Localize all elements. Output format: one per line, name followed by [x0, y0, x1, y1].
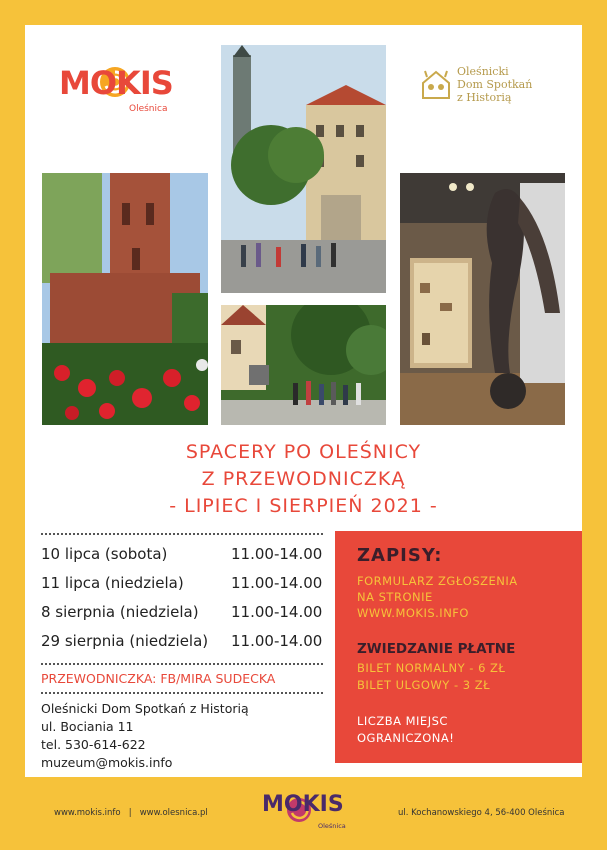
schedule-time: 11.00-14.00: [231, 545, 323, 563]
poster-sheet: [25, 25, 582, 777]
photo-brick-tower: [42, 173, 208, 425]
paid-tour-heading: ZWIEDZANIE PŁATNE: [357, 641, 516, 657]
ods-logo-text: Oleśnicki Dom Spotkań z Historią: [457, 65, 533, 104]
brick-tower-image: [42, 173, 208, 425]
venue-email: muzeum@mokis.info: [41, 755, 173, 770]
museum-angel-image: [400, 173, 565, 425]
divider-bottom: [41, 692, 323, 694]
divider-top: [41, 533, 323, 535]
guide-name: PRZEWODNICZKA: FB/MIRA SUDECKA: [41, 671, 276, 686]
limit-notice: OGRANICZONA!: [357, 731, 455, 745]
title-line-1: SPACERY PO OLEŚNICY: [185, 441, 422, 463]
photo-street-group: [221, 305, 386, 425]
ods-house-icon: [419, 67, 453, 101]
footer-address: ul. Kochanowskiego 4, 56-400 Oleśnica: [398, 808, 565, 818]
schedule-date: 8 sierpnia (niedziela): [41, 603, 199, 621]
castle-image: [221, 45, 386, 293]
registration-box: [335, 531, 582, 763]
registration-heading: ZAPISY:: [357, 545, 443, 566]
schedule-time: 11.00-14.00: [231, 603, 323, 621]
footer-links: www.mokis.info | www.olesnica.pl: [54, 808, 208, 818]
schedule-date: 10 lipca (sobota): [41, 545, 168, 563]
schedule-date: 29 sierpnia (niedziela): [41, 632, 209, 650]
mokis-logo-subtitle: Oleśnica: [129, 104, 168, 114]
schedule-date: 11 lipca (niedziela): [41, 574, 184, 592]
title-line-3: - LIPIEC I SIERPIEŃ 2021 -: [169, 495, 438, 517]
footer-mokis-logo: MOKIS: [262, 792, 344, 817]
footer-mokis-subtitle: Oleśnica: [318, 822, 346, 830]
photo-castle: [221, 45, 386, 293]
ticket-normal: BILET NORMALNY - 6 ZŁ: [357, 661, 506, 675]
registration-website: WWW.MOKIS.INFO: [357, 606, 469, 620]
schedule-time: 11.00-14.00: [231, 574, 323, 592]
title-line-2: Z PRZEWODNICZKĄ: [201, 468, 406, 490]
photo-museum-angel: [400, 173, 565, 425]
registration-form-line: NA STRONIE: [357, 590, 433, 604]
registration-form-line: FORMULARZ ZGŁOSZENIA: [357, 574, 518, 588]
venue-street: ul. Bociania 11: [41, 719, 134, 734]
schedule-time: 11.00-14.00: [231, 632, 323, 650]
street-group-image: [221, 305, 386, 425]
ticket-reduced: BILET ULGOWY - 3 ZŁ: [357, 678, 491, 692]
ods-logo: [419, 65, 569, 109]
limit-notice: LICZBA MIEJSC: [357, 714, 448, 728]
mokis-logo-text: MOKIS: [59, 64, 173, 102]
venue-phone: tel. 530-614-622: [41, 737, 146, 752]
divider-middle: [41, 663, 323, 665]
venue-name: Oleśnicki Dom Spotkań z Historią: [41, 701, 249, 716]
mokis-logo: [59, 60, 179, 122]
